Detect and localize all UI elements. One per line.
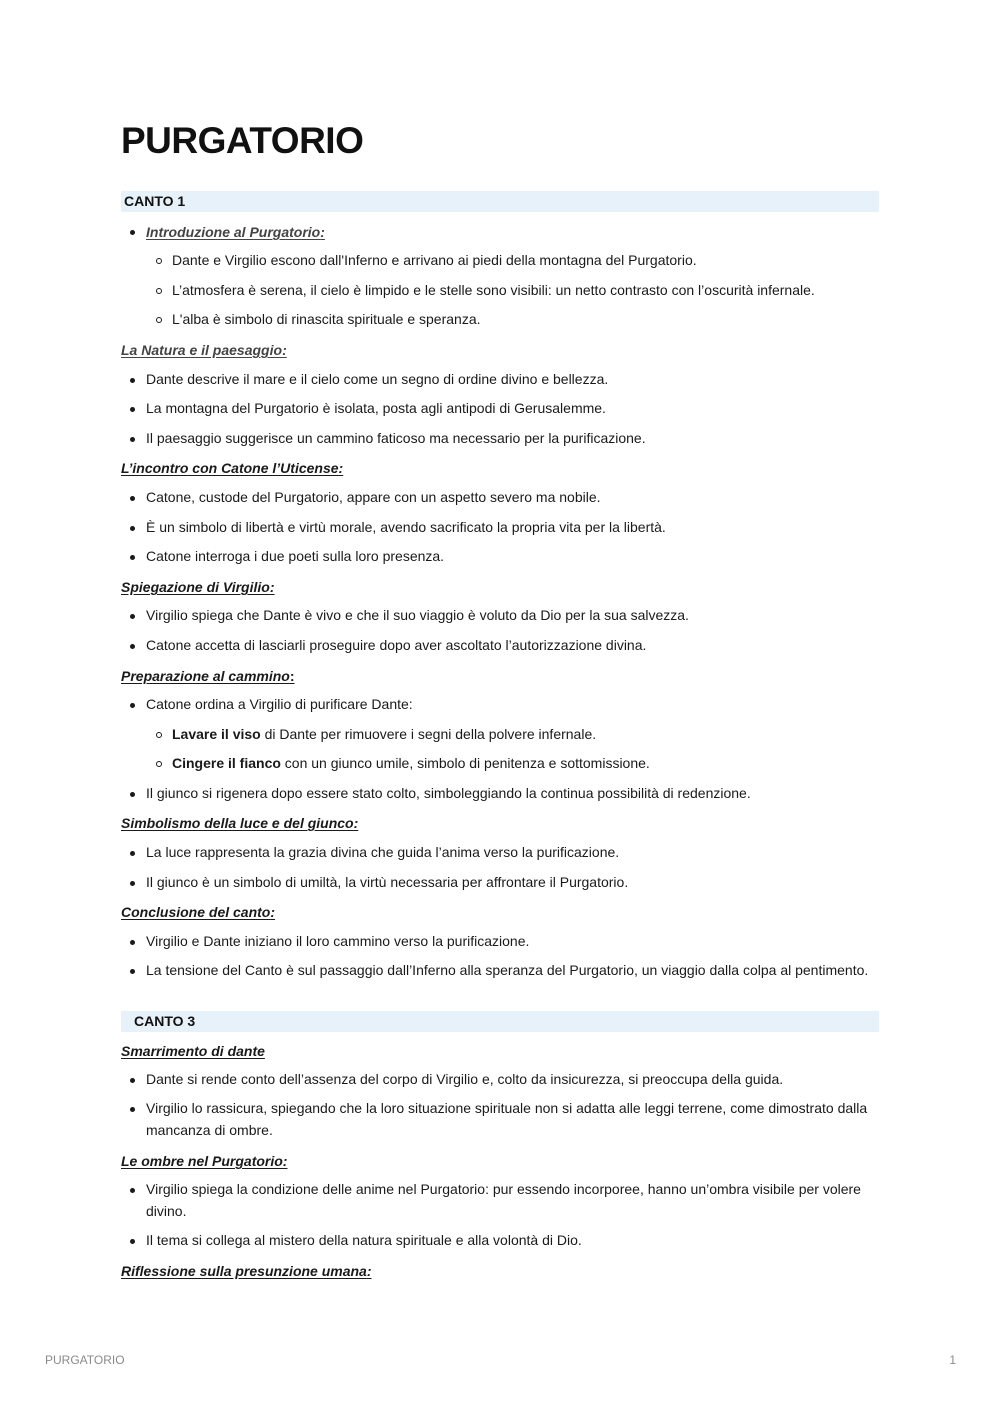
- canto-1-label: CANTO 1: [124, 193, 186, 209]
- list-item: La tensione del Canto è sul passaggio dall’Inferno alla speranza del Purgatorio, un viaggio dalla colpa al pentimento.: [146, 960, 876, 982]
- list-item: Il giunco si rigenera dopo essere stato colto, simboleggiando la continua possibilità di redenzione.: [146, 783, 876, 805]
- list-item: Virgilio e Dante iniziano il loro cammino verso la purificazione.: [146, 931, 876, 953]
- section-heading-riflessione: Riflessione sulla presunzione umana:: [121, 1263, 372, 1279]
- canto-3-header: [121, 1011, 879, 1032]
- list-item: Catone accetta di lasciarli proseguire dopo aver ascoltato l’autorizzazione divina.: [146, 635, 876, 657]
- list-item: Lavare il viso di Dante per rimuovere i segni della polvere infernale.: [172, 724, 876, 746]
- list-item: L'alba è simbolo di rinascita spirituale e speranza.: [172, 309, 876, 331]
- list-item: Catone, custode del Purgatorio, appare con un aspetto severo ma nobile.: [146, 487, 876, 509]
- list-item: Catone interroga i due poeti sulla loro presenza.: [146, 546, 876, 568]
- section-heading-introduzione: Introduzione al Purgatorio:: [146, 224, 325, 240]
- section-heading-spiegazione: Spiegazione di Virgilio:: [121, 579, 275, 595]
- section-heading-preparazione: Preparazione al cammino:: [121, 668, 295, 684]
- list-item: Il paesaggio suggerisce un cammino faticoso ma necessario per la purificazione.: [146, 428, 876, 450]
- list-item: È un simbolo di libertà e virtù morale, avendo sacrificato la propria vita per la libertà.: [146, 517, 876, 539]
- section-heading-smarrimento: Smarrimento di dante: [121, 1043, 265, 1059]
- list-item: Catone ordina a Virgilio di purificare Dante:: [146, 694, 876, 716]
- list-item: Cingere il fianco con un giunco umile, simbolo di penitenza e sottomissione.: [172, 753, 876, 775]
- list-item: La montagna del Purgatorio è isolata, posta agli antipodi di Gerusalemme.: [146, 398, 876, 420]
- page-title: PURGATORIO: [121, 120, 364, 161]
- canto-3-label: CANTO 3: [134, 1013, 196, 1029]
- list-item: Virgilio lo rassicura, spiegando che la loro situazione spirituale non si adatta alle leggi terrene, come dimostrato dalla mancanza di ombre.: [146, 1098, 876, 1141]
- footer-page-number: 1: [949, 1353, 956, 1367]
- list-item: La luce rappresenta la grazia divina che guida l’anima verso la purificazione.: [146, 842, 876, 864]
- list-item: Dante descrive il mare e il cielo come un segno di ordine divino e bellezza.: [146, 369, 876, 391]
- section-heading-natura: La Natura e il paesaggio:: [121, 342, 287, 358]
- list-item: Dante e Virgilio escono dall'Inferno e arrivano ai piedi della montagna del Purgatorio.: [172, 250, 876, 272]
- list-item: L’atmosfera è serena, il cielo è limpido e le stelle sono visibili: un netto contrasto con l’oscurità infernale.: [172, 280, 876, 302]
- list-item: Dante si rende conto dell’assenza del corpo di Virgilio e, colto da insicurezza, si preoccupa della guida.: [146, 1069, 876, 1091]
- list-item: Il giunco è un simbolo di umiltà, la virtù necessaria per affrontare il Purgatorio.: [146, 872, 876, 894]
- section-heading-conclusione: Conclusione del canto:: [121, 904, 276, 920]
- section-heading-simbolismo: Simbolismo della luce e del giunco:: [121, 815, 359, 831]
- section-heading-catone: L’incontro con Catone l’Uticense:: [121, 460, 344, 476]
- list-item: Il tema si collega al mistero della natura spirituale e alla volontà di Dio.: [146, 1230, 876, 1252]
- list-item: Virgilio spiega che Dante è vivo e che il suo viaggio è voluto da Dio per la sua salvezza.: [146, 605, 876, 627]
- section-heading-ombre: Le ombre nel Purgatorio:: [121, 1153, 288, 1169]
- list-item: Virgilio spiega la condizione delle anime nel Purgatorio: pur essendo incorporee, hanno un’ombra visibile per volere divino.: [146, 1179, 876, 1222]
- footer-document-title: PURGATORIO: [45, 1353, 125, 1367]
- canto-1-header: [121, 191, 879, 212]
